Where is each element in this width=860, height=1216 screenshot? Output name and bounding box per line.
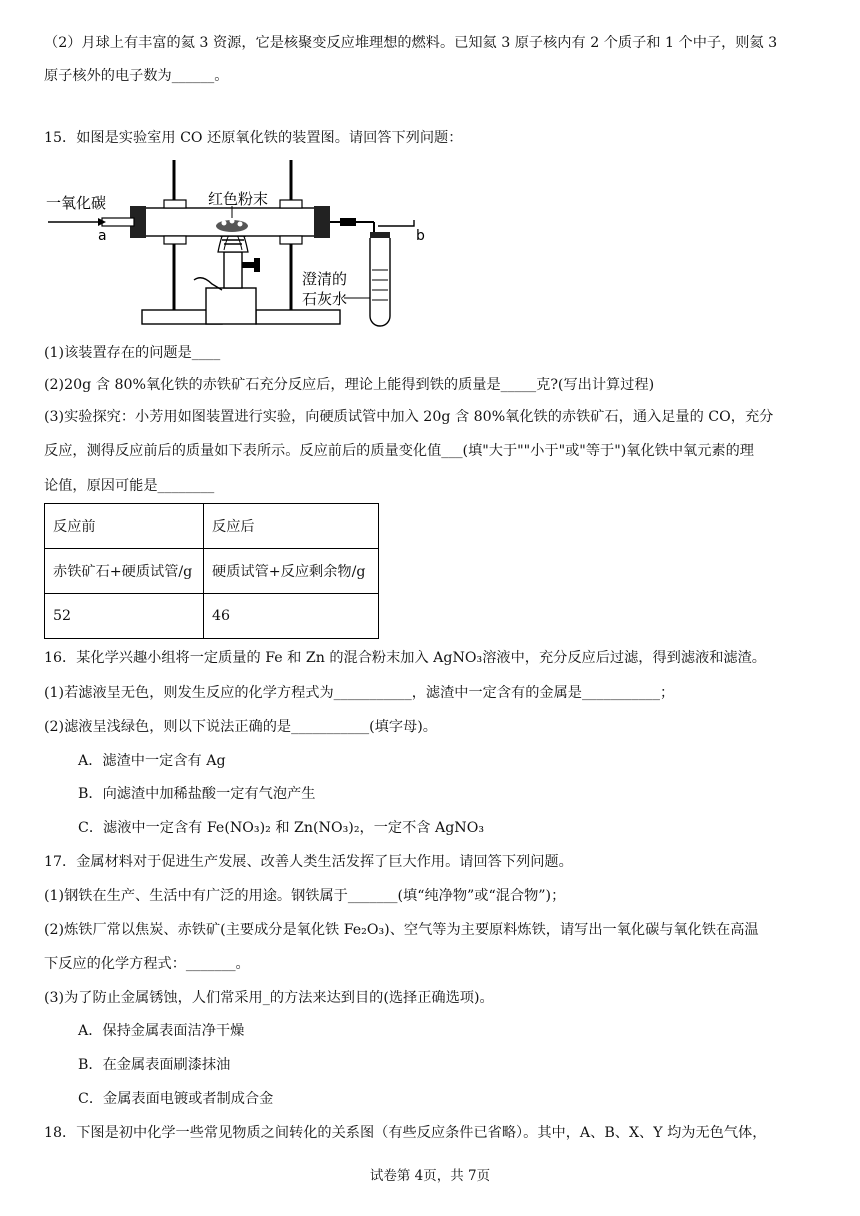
table-row — [45, 504, 379, 549]
q16-part1: (1)若滤液呈无色，则发生反应的化学方程式为___________，滤渣中一定含有的金属是___________； — [44, 685, 675, 701]
label-a: a — [98, 228, 107, 244]
q15-part2: (2)20g 含 80%氧化铁的赤铁矿石充分反应后，理论上能得到铁的质量是_____克?(写出计算过程) — [44, 377, 655, 393]
q17-option-c: C．金属表面电镀或者制成合金 — [78, 1091, 274, 1107]
limewater-label-1: 澄清的 — [302, 270, 348, 288]
mass-data-table — [44, 503, 379, 639]
q17-stem: 17．金属材料对于促进生产发展、改善人类生活发挥了巨大作用。请回答下列问题。 — [44, 854, 573, 870]
q17-option-b: B．在金属表面刷漆抹油 — [78, 1057, 231, 1073]
q15-part3-line1: (3)实验探究：小芳用如图装置进行实验，向硬质试管中加入 20g 含 80%氧化铁的赤铁矿石，通入足量的 CO，充分 — [44, 409, 774, 425]
page-footer: 试卷第 4页，共 7页 — [369, 1168, 491, 1184]
right-stopper — [314, 206, 330, 238]
table-cell: 赤铁矿石+硬质试管/g — [45, 549, 204, 594]
q17-part2-line1: (2)炼铁厂常以焦炭、赤铁矿(主要成分是氧化铁 Fe₂O₃)、空气等为主要原料炼铁，请写出一氧化碳与氧化铁在高温 — [44, 922, 759, 938]
q17-part1: (1)钢铁在生产、生活中有广泛的用途。钢铁属于_______(填“纯净物”或“混合物”)； — [44, 888, 566, 904]
table-row — [45, 594, 379, 639]
q15-part1: (1)该装置存在的问题是____ — [44, 345, 221, 361]
q18-stem: 18．下图是初中化学一些常见物质之间转化的关系图（有些反应条件已省略）。其中，A、B、X、Y 均为无色气体， — [44, 1125, 767, 1141]
q14-part2-line1: （2）月球上有丰富的氦 3 资源，它是核聚变反应堆理想的燃料。已知氦 3 原子核内有 2 个质子和 1 个中子，则氦 3 — [44, 35, 778, 51]
co-label: 一氧化碳 — [46, 194, 107, 212]
q17-option-a: A．保持金属表面洁净干燥 — [78, 1023, 245, 1039]
q15-part3-line3: 论值，原因可能是________ — [44, 478, 215, 494]
q15-stem: 15．如图是实验室用 CO 还原氧化铁的装置图。请回答下列问题： — [44, 130, 463, 146]
label-b: b — [416, 228, 425, 244]
table-cell: 46 — [204, 594, 379, 639]
q16-option-c: C．滤液中一定含有 Fe(NO₃)₂ 和 Zn(NO₃)₂，一定不含 AgNO₃ — [78, 820, 485, 836]
q16-option-b: B．向滤渣中加稀盐酸一定有气泡产生 — [78, 786, 316, 802]
limewater-label-2: 石灰水 — [302, 290, 348, 308]
q16-option-a: A．滤渣中一定含有 Ag — [78, 753, 226, 769]
table-cell: 52 — [45, 594, 204, 639]
table-row — [45, 549, 379, 594]
table-cell: 反应前 — [45, 504, 204, 549]
q14-part2-line2: 原子核外的电子数为______。 — [44, 68, 229, 84]
q16-stem: 16．某化学兴趣小组将一定质量的 Fe 和 Zn 的混合粉末加入 AgNO₃溶液中，充分反应后过滤，得到滤液和滤渣。 — [44, 650, 766, 666]
q17-part2-line2: 下反应的化学方程式：_______。 — [44, 956, 250, 972]
q15-part3-line2: 反应，测得反应前后的质量如下表所示。反应前后的质量变化值___(填"大于""小于"或"等于")氧化铁中氧元素的理 — [44, 443, 754, 459]
right-stand-base — [256, 310, 340, 324]
test-tube — [370, 238, 390, 326]
table-cell: 反应后 — [204, 504, 379, 549]
table-cell: 硬质试管+反应剩余物/g — [204, 549, 379, 594]
alcohol-burner — [206, 288, 256, 324]
co-reduction-apparatus-diagram — [44, 160, 484, 336]
q17-part3: (3)为了防止金属锈蚀，人们常采用_的方法来达到目的(选择正确选项)。 — [44, 990, 494, 1006]
red-powder-label: 红色粉末 — [208, 190, 269, 208]
q16-part2: (2)滤液呈浅绿色，则以下说法正确的是___________(填字母)。 — [44, 719, 437, 735]
